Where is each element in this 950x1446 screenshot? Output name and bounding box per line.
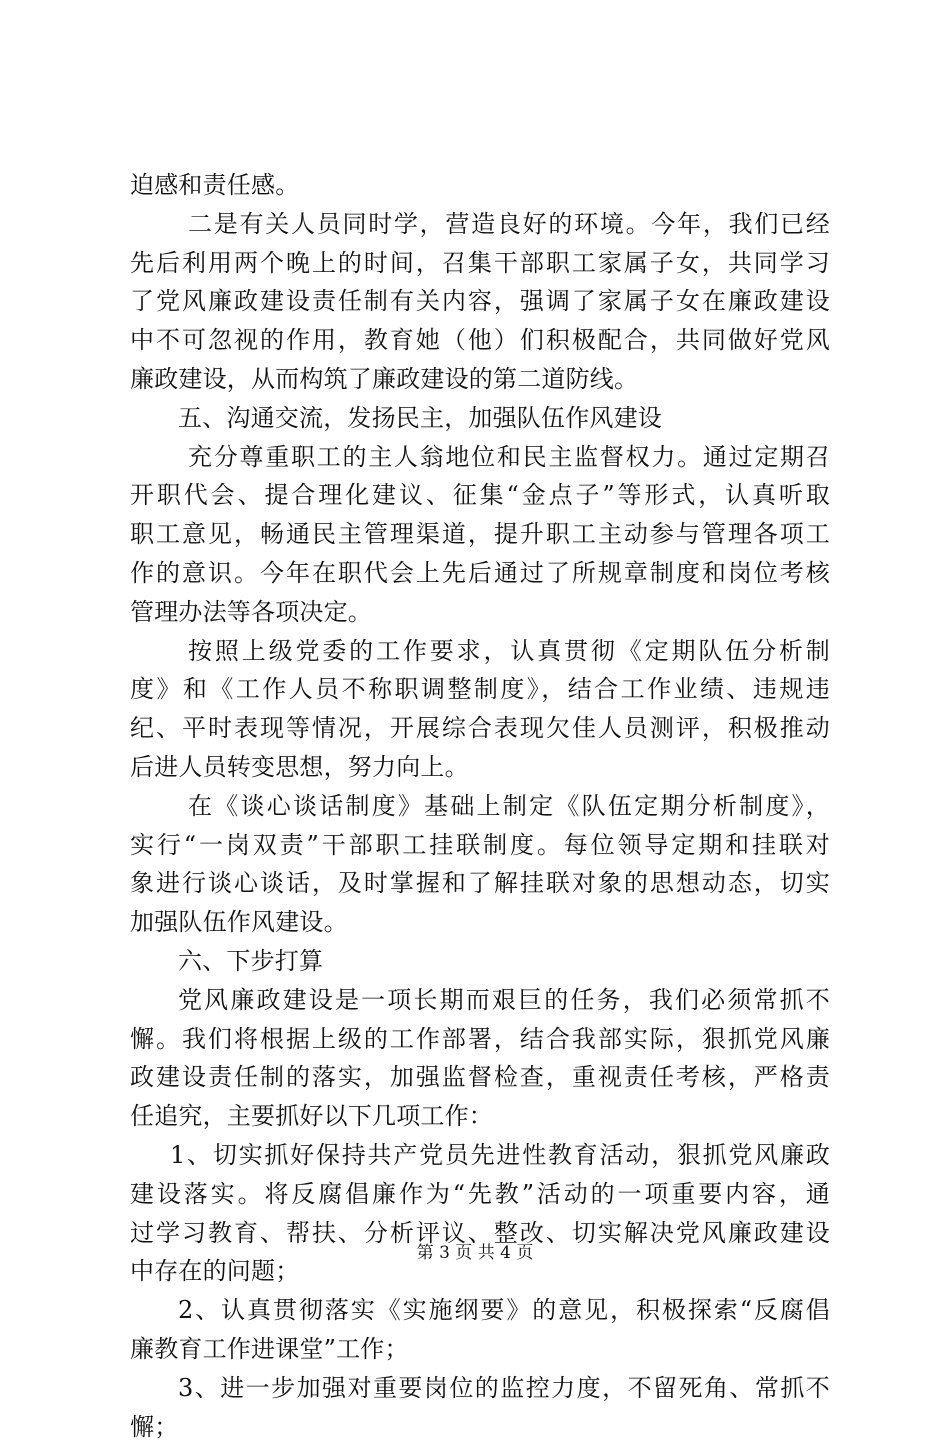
- text-line: 职工意见，畅通民主管理渠道，提升职工主动参与管理各项工: [130, 515, 830, 554]
- text-line: 在《谈心谈话制度》基础上制定《队伍定期分析制度》，: [130, 787, 830, 826]
- text-line: 五、沟通交流，发扬民主，加强队伍作风建设: [130, 399, 830, 438]
- text-line: 迫感和责任感。: [130, 166, 830, 205]
- text-line: 建设落实。将反腐倡廉作为“先教”活动的一项重要内容，通: [130, 1175, 830, 1214]
- text-line: 作的意识。今年在职代会上先后通过了所规章制度和岗位考核: [130, 554, 830, 593]
- text-line: 懈。我们将根据上级的工作部署，结合我部实际，狠抓党风廉: [130, 1020, 830, 1059]
- text-line: 了党风廉政建设责任制有关内容，强调了家属子女在廉政建设: [130, 282, 830, 321]
- text-line: 管理办法等各项决定。: [130, 593, 830, 632]
- text-line: 纪、平时表现等情况，开展综合表现欠佳人员测评，积极推动: [130, 709, 830, 748]
- text-line: 3、进一步加强对重要岗位的监控力度，不留死角、常抓不: [130, 1369, 830, 1408]
- text-line: 廉教育工作进课堂”工作；: [130, 1330, 830, 1369]
- text-line: 任追究，主要抓好以下几项工作：: [130, 1097, 830, 1136]
- text-line: 加强队伍作风建设。: [130, 903, 830, 942]
- text-line: 开职代会、提合理化建议、征集“金点子”等形式，认真听取: [130, 476, 830, 515]
- text-line: 党风廉政建设是一项长期而艰巨的任务，我们必须常抓不: [130, 981, 830, 1020]
- text-line: 政建设责任制的落实，加强监督检查，重视责任考核，严格责: [130, 1058, 830, 1097]
- page-footer: 第 3 页 共 4 页: [0, 1238, 950, 1263]
- text-line: 充分尊重职工的主人翁地位和民主监督权力。通过定期召: [130, 438, 830, 477]
- text-line: 廉政建设，从而构筑了廉政建设的第二道防线。: [130, 360, 830, 399]
- text-line: 过学习教育、帮扶、分析评议、整改、切实解决党风廉政建设: [130, 1214, 830, 1253]
- text-line: 中存在的问题；: [130, 1252, 830, 1291]
- text-line: 象进行谈心谈话，及时掌握和了解挂联对象的思想动态，切实: [130, 864, 830, 903]
- text-line: 先后利用两个晚上的时间，召集干部职工家属子女，共同学习: [130, 244, 830, 283]
- text-line: 实行“一岗双责”干部职工挂联制度。每位领导定期和挂联对: [130, 826, 830, 865]
- text-line: 2、认真贯彻落实《实施纲要》的意见，积极探索“反腐倡: [130, 1291, 830, 1330]
- text-line: 中不可忽视的作用，教育她（他）们积极配合，共同做好党风: [130, 321, 830, 360]
- text-line: 度》和《工作人员不称职调整制度》，结合工作业绩、违规违: [130, 670, 830, 709]
- text-line: 后进人员转变思想，努力向上。: [130, 748, 830, 787]
- text-line: 按照上级党委的工作要求，认真贯彻《定期队伍分析制: [130, 632, 830, 671]
- text-line: 1、切实抓好保持共产党员先进性教育活动，狠抓党风廉政: [130, 1136, 830, 1175]
- text-line: 六、下步打算: [130, 942, 830, 981]
- text-line: 懈；: [130, 1408, 830, 1446]
- text-line: 二是有关人员同时学，营造良好的环境。今年，我们已经: [130, 205, 830, 244]
